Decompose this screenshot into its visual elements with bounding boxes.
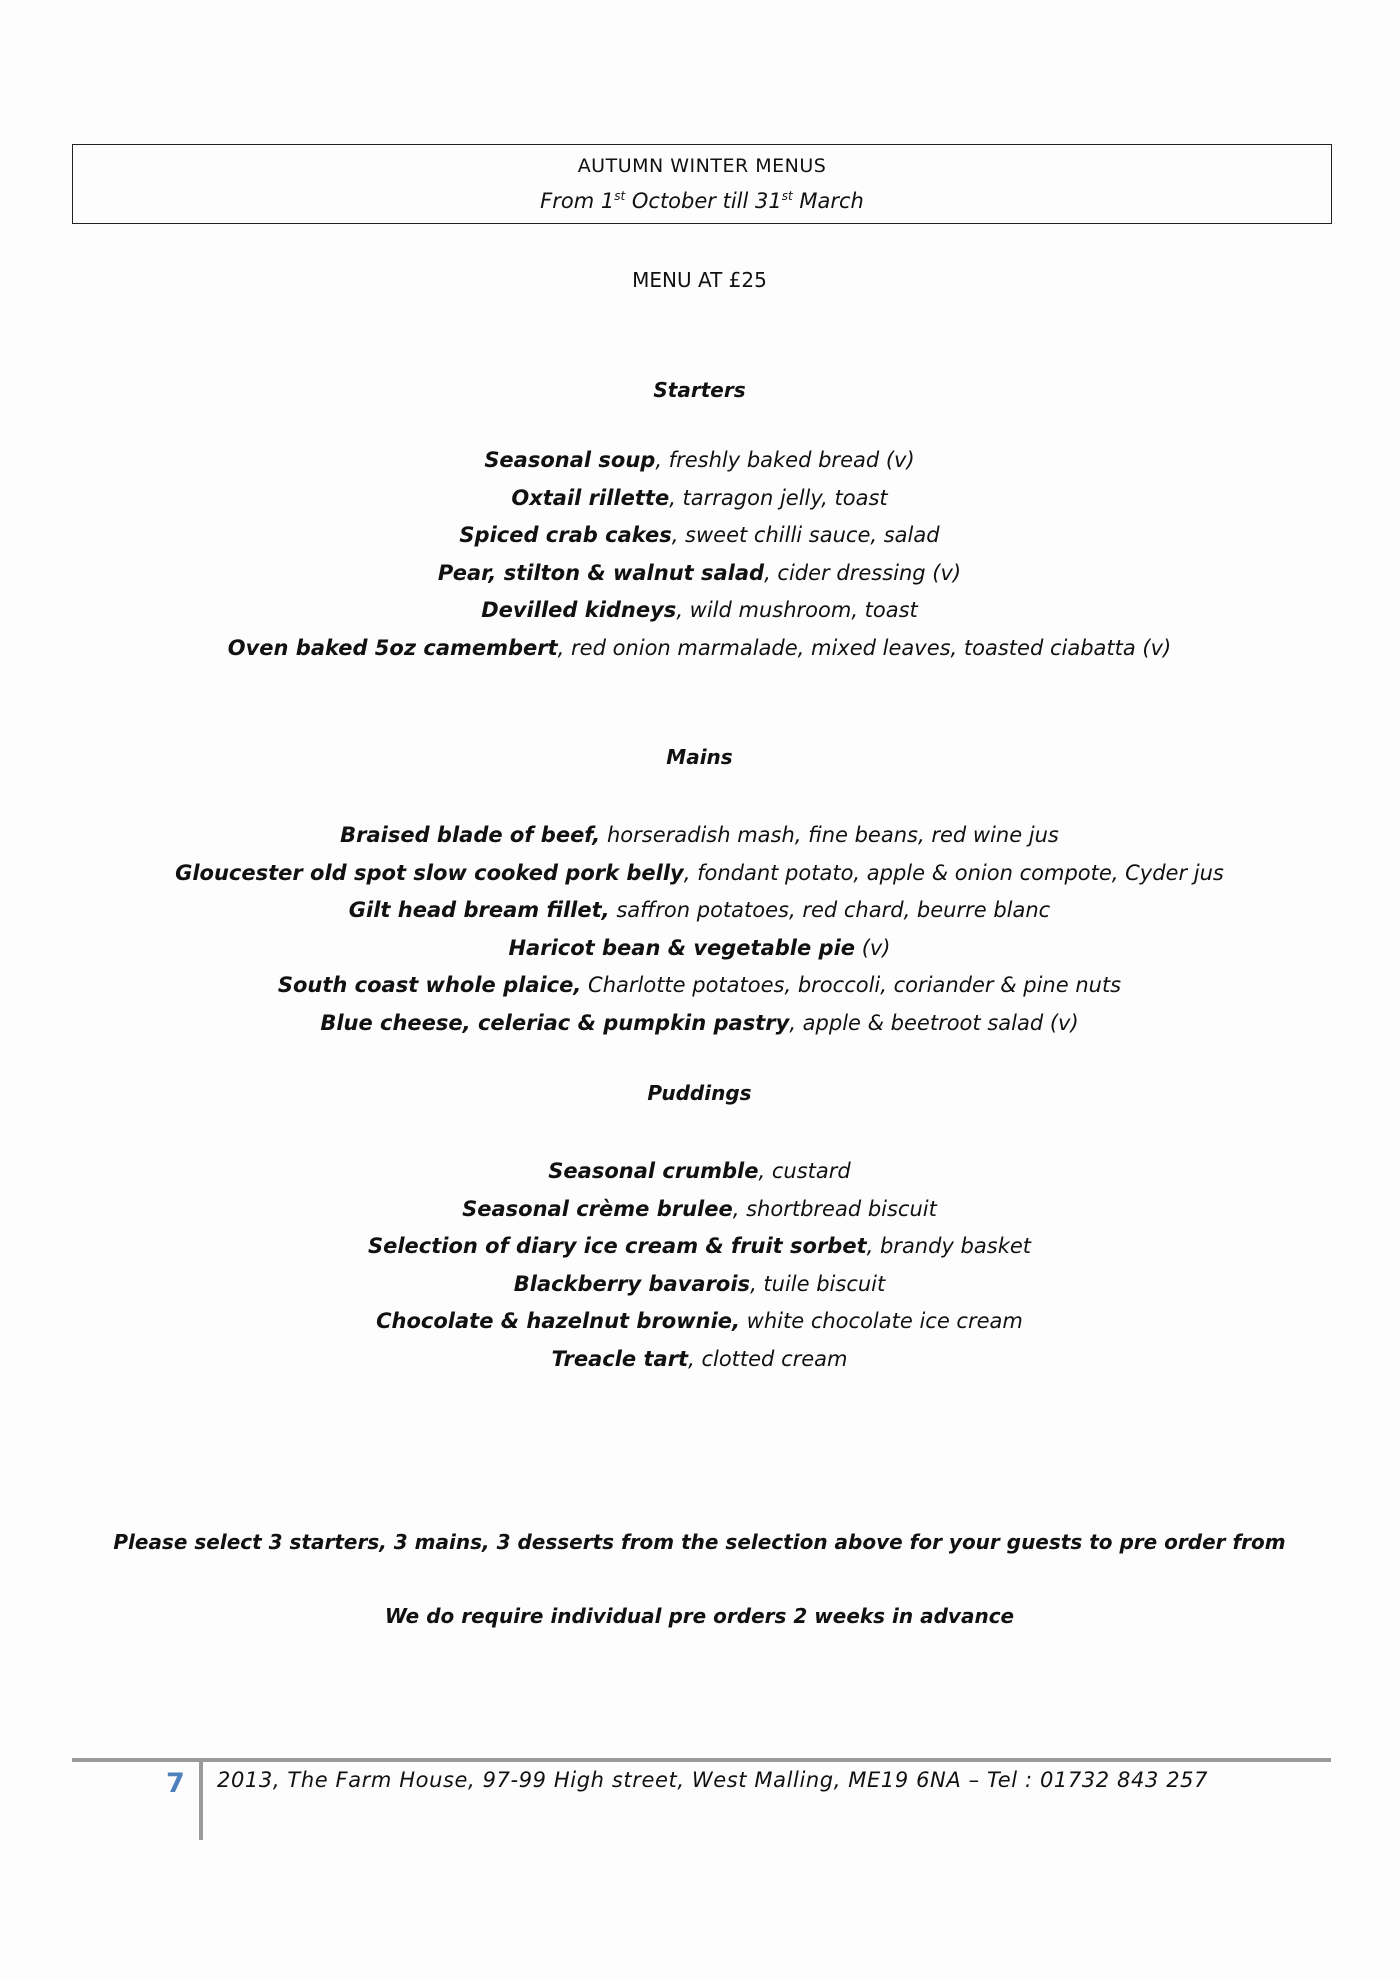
starters-list bbox=[60, 442, 1339, 667]
dish-name: Chocolate & hazelnut brownie, bbox=[376, 1309, 740, 1333]
menu-item bbox=[60, 892, 1339, 930]
dish-name: Seasonal crème brulee bbox=[462, 1196, 733, 1221]
header-title: AUTUMN WINTER MENUS bbox=[577, 155, 827, 177]
menu-item bbox=[60, 1303, 1339, 1341]
dish-description: , shortbread biscuit bbox=[732, 1196, 937, 1221]
menu-item bbox=[60, 517, 1339, 555]
menu-item bbox=[60, 1266, 1339, 1304]
dish-name: Gloucester old spot slow cooked pork belly bbox=[175, 860, 684, 885]
menu-item bbox=[60, 1153, 1339, 1191]
menu-title: MENU AT £25 bbox=[632, 268, 767, 292]
dish-description: , tarragon jelly, toast bbox=[669, 485, 888, 510]
menu-item bbox=[60, 592, 1339, 630]
starters-heading: Starters bbox=[653, 378, 746, 402]
dish-name: Seasonal crumble bbox=[548, 1159, 759, 1183]
menu-item bbox=[60, 967, 1339, 1005]
menu-item bbox=[60, 630, 1339, 668]
dish-name: Spiced crab cakes bbox=[459, 523, 672, 547]
dish-name: Selection of diary ice cream & fruit sorbet bbox=[367, 1234, 867, 1258]
dish-description: (v) bbox=[855, 935, 891, 960]
dish-description: , tuile biscuit bbox=[750, 1271, 886, 1296]
footer-divider bbox=[199, 1762, 203, 1840]
dish-name: Seasonal soup bbox=[484, 448, 656, 472]
menu-item bbox=[60, 855, 1339, 893]
dish-description: , red onion marmalade, mixed leaves, toasted ciabatta (v) bbox=[557, 635, 1172, 660]
puddings-heading: Puddings bbox=[647, 1081, 752, 1105]
footer-rule bbox=[72, 1758, 1331, 1762]
dish-name: Treacle tart bbox=[551, 1346, 689, 1371]
dish-name: Pear, stilton & walnut salad bbox=[437, 560, 765, 585]
menu-item bbox=[60, 1341, 1339, 1379]
dish-description: , brandy basket bbox=[866, 1234, 1032, 1258]
dish-name: Haricot bean & vegetable pie bbox=[508, 935, 856, 960]
dish-description: , cider dressing (v) bbox=[764, 560, 962, 585]
menu-item bbox=[60, 442, 1339, 480]
header-subtitle: From 1st October till 31st March bbox=[540, 189, 864, 213]
dish-name: Oven baked 5oz camembert bbox=[227, 635, 558, 660]
dish-description: , custard bbox=[758, 1159, 851, 1183]
page-number: 7 bbox=[166, 1768, 185, 1799]
dish-name: Blackberry bavarois bbox=[513, 1271, 751, 1296]
dish-description: , freshly baked bread (v) bbox=[655, 448, 915, 472]
header-box bbox=[72, 144, 1332, 224]
menu-item bbox=[60, 817, 1339, 855]
dish-name: Braised blade of beef, bbox=[340, 823, 601, 847]
menu-item bbox=[60, 480, 1339, 518]
dish-description: saffron potatoes, red chard, beurre blanc bbox=[609, 898, 1051, 922]
dish-name: Gilt head bream fillet, bbox=[348, 898, 610, 922]
dish-name: South coast whole plaice, bbox=[277, 973, 582, 997]
mains-heading: Mains bbox=[666, 745, 733, 769]
menu-item bbox=[60, 1005, 1339, 1043]
dish-description: , fondant potato, apple & onion compote, Cyder jus bbox=[683, 860, 1224, 885]
dish-description: , clotted cream bbox=[688, 1346, 848, 1371]
dish-description: , sweet chilli sauce, salad bbox=[671, 523, 940, 547]
menu-item bbox=[60, 555, 1339, 593]
menu-item bbox=[60, 1191, 1339, 1229]
mains-list bbox=[60, 817, 1339, 1042]
selection-note: Please select 3 starters, 3 mains, 3 desserts from the selection above for your guests to pre order from bbox=[113, 1530, 1286, 1554]
puddings-list bbox=[60, 1153, 1339, 1378]
dish-name: Devilled kidneys bbox=[481, 598, 677, 622]
dish-description: Charlotte potatoes, broccoli, coriander & pine nuts bbox=[581, 973, 1122, 997]
dish-description: horseradish mash, fine beans, red wine jus bbox=[600, 823, 1059, 847]
dish-description: , apple & beetroot salad (v) bbox=[789, 1010, 1079, 1035]
menu-item bbox=[60, 930, 1339, 968]
menu-item bbox=[60, 1228, 1339, 1266]
footer-address: 2013, The Farm House, 97-99 High street, West Malling, ME19 6NA – Tel : 01732 843 257 bbox=[217, 1768, 1209, 1792]
dish-name: Blue cheese, celeriac & pumpkin pastry bbox=[320, 1010, 790, 1035]
preorder-note: We do require individual pre orders 2 weeks in advance bbox=[384, 1604, 1015, 1628]
dish-name: Oxtail rillette bbox=[511, 485, 670, 510]
dish-description: white chocolate ice cream bbox=[740, 1309, 1023, 1333]
dish-description: , wild mushroom, toast bbox=[676, 598, 918, 622]
